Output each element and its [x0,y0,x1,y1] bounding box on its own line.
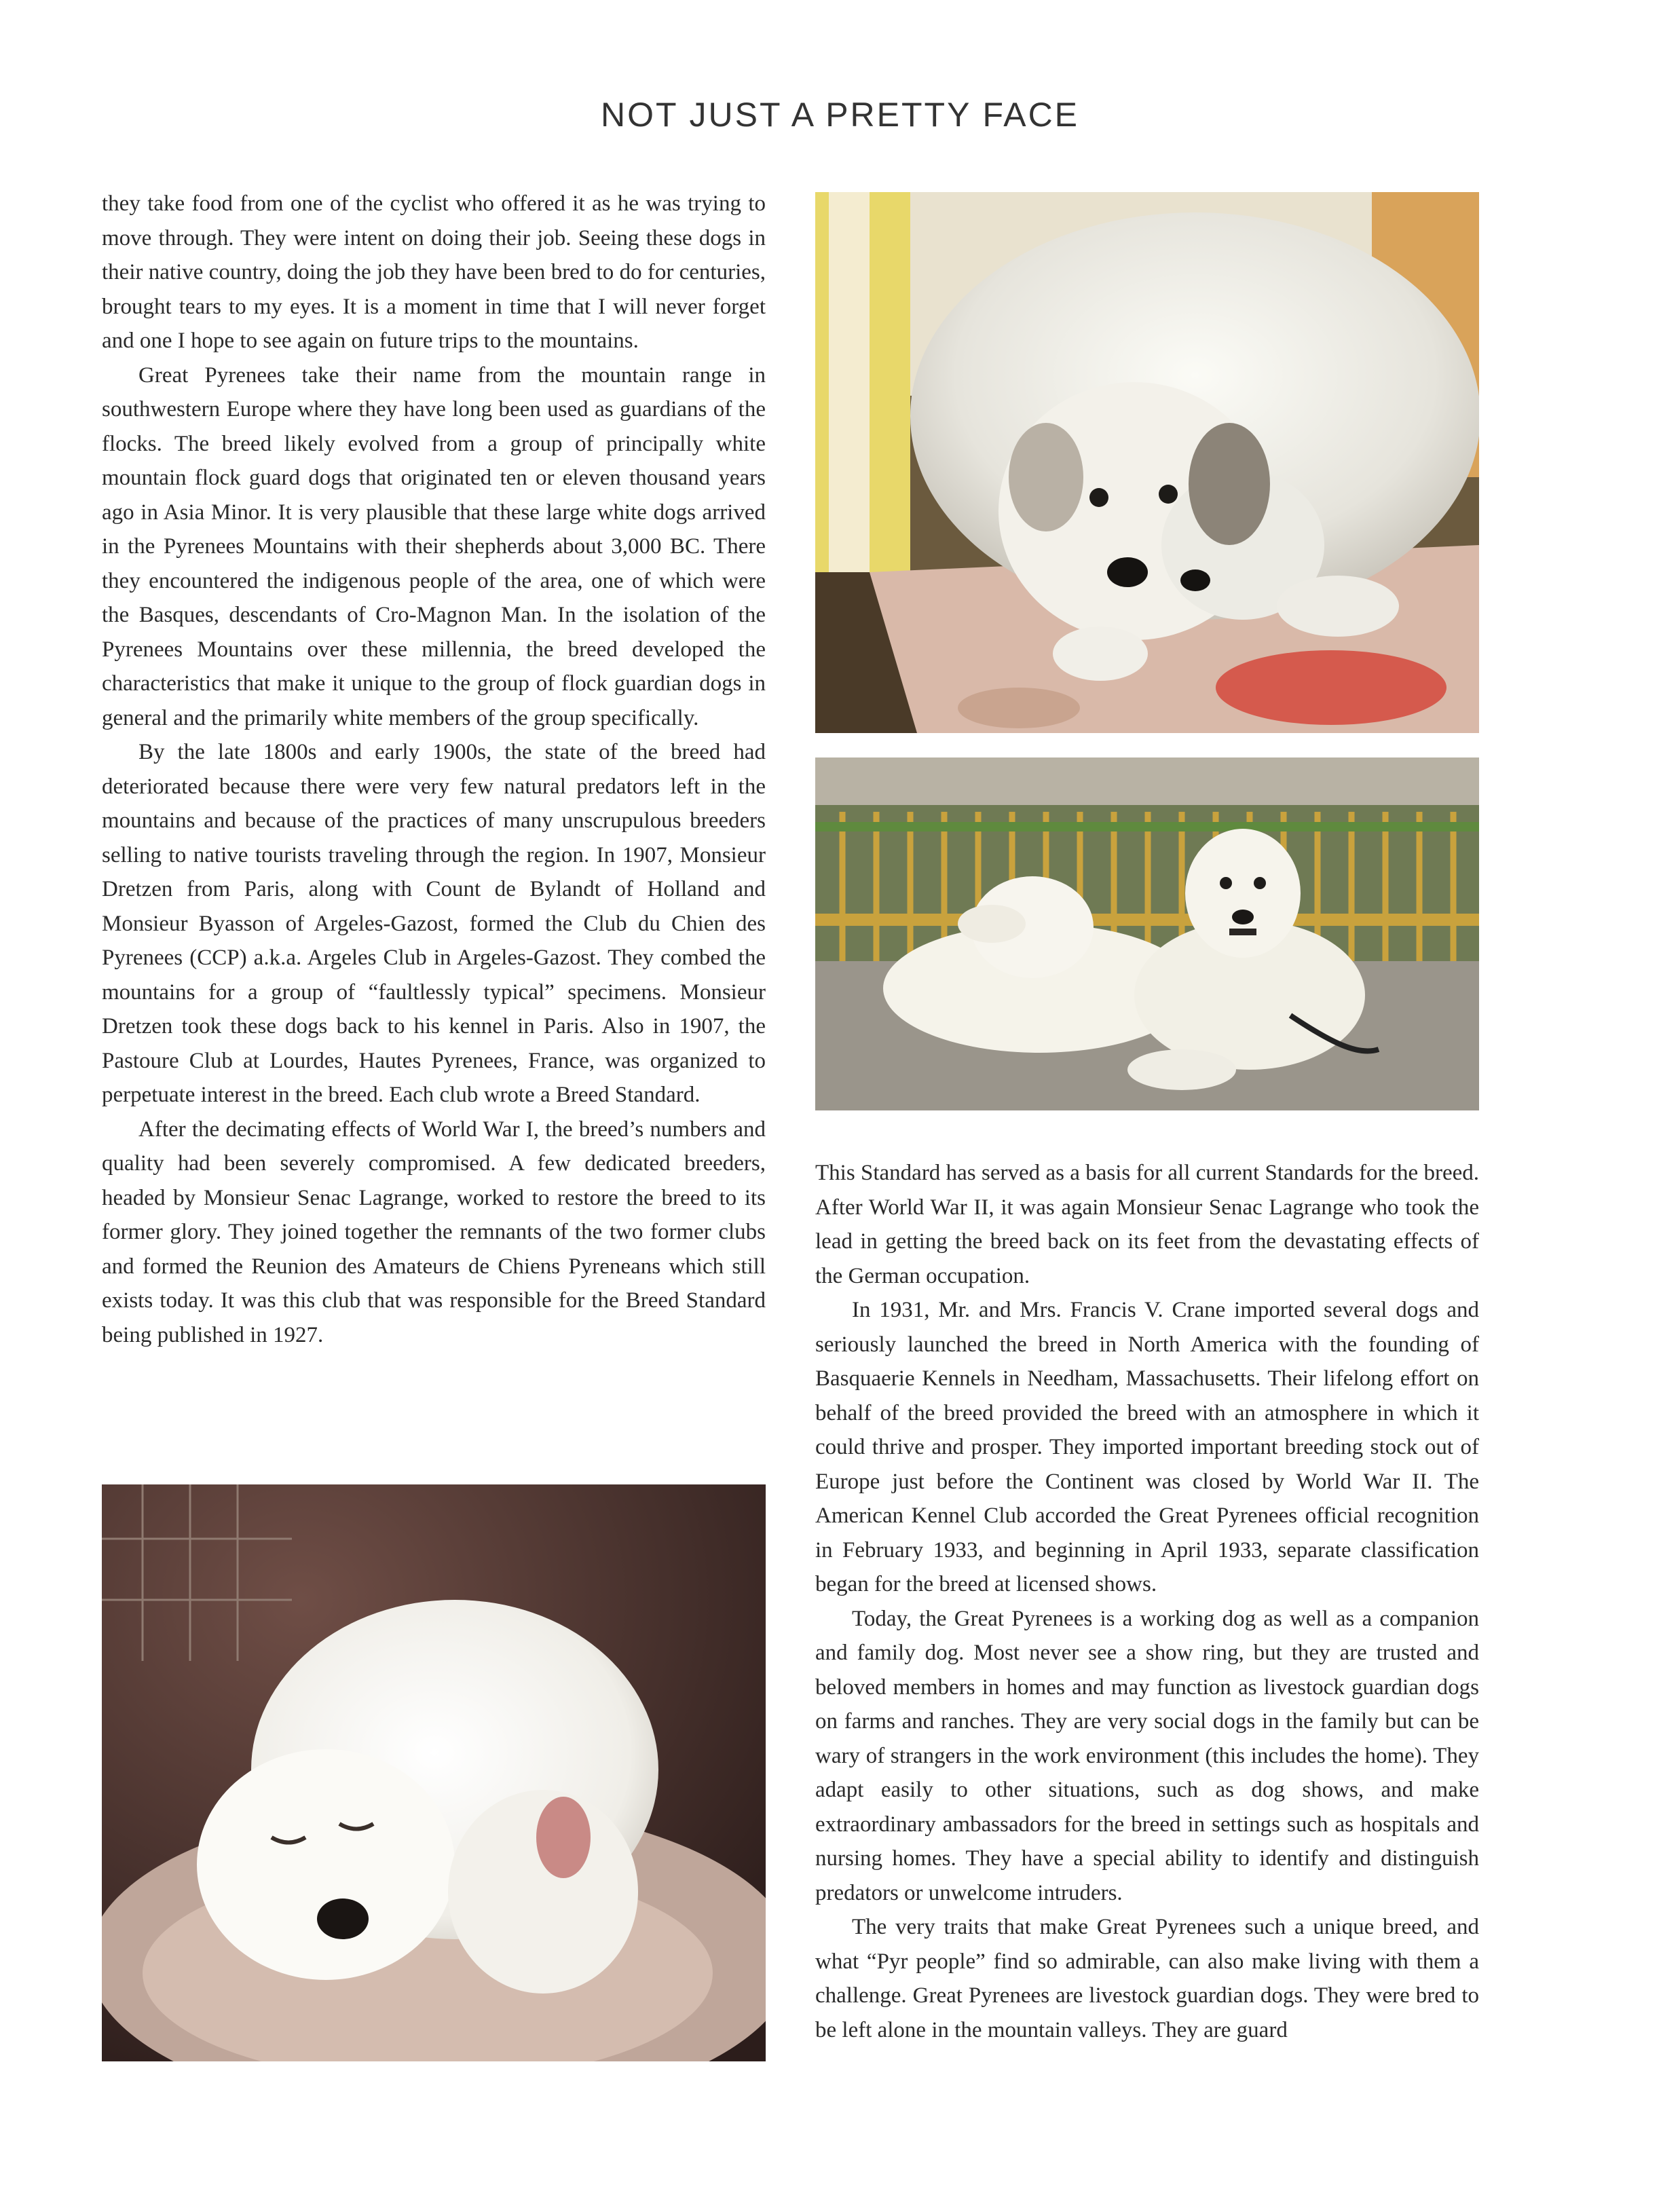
body-paragraph: Great Pyrenees take their name from the mountain range in southwestern Europe where they have long been used as guardians of the flocks. The breed likely evolved from a group of principally white mountain flock guard dogs that originated ten or eleven thousand years ago in Asia Minor. It is very plausible that these large white dogs arrived in the Pyrenees Mountains with their shepherds about 3,000 BC. There they encountered the indigenous people of the area, one of which were the Basques, descendants of Cro-Magnon Man. In the isolation of the Pyrenees Mountains over these millennia, the breed developed the characteristics that make it unique to the group of flock guardian dogs in general and the primarily white members of the group specifically. [102,362,766,730]
photo-puppies-on-rug [815,192,1479,733]
body-paragraph: By the late 1800s and early 1900s, the state of the breed had deteriorated because there were very few natural predators left in the mountains and because of the practices of many unscrupulous breeders selling to native tourists traveling through the region. In 1907, Monsieur Dretzen from Paris, along with Count de Bylandt of Holland and Monsieur Byasson of Argeles-Gazost, formed the Club du Chien des Pyrenees (CCP) a.k.a. Argeles Club in Argeles-Gazost. They combed the mountains for a group of “faultlessly typical” specimens. Monsieur Dretzen took these dogs back to his kennel in Paris. Also in 1907, the Pastoure Club at Lourdes, Hautes Pyrenees, France, was organized to perpetuate interest in the breed. Each club wrote a Breed Standard. [102,740,766,1107]
photo-sleeping-puppy [102,1484,766,2061]
right-text-column [815,1156,1479,2047]
photo-icon [815,192,1479,733]
body-paragraph: Today, the Great Pyrenees is a working dog as well as a companion and family dog. Most never see a show ring, but they are trusted and beloved members in homes and may function as livestock guardian dogs on farms and ranches. They are very social dogs in the family but can be wary of strangers in the work environment (this includes the home). They adapt easily to other situations, such as dog shows, and make extraordinary ambassadors for the breed in settings such as hospitals and nursing homes. They have a special ability to identify and distinguish predators or unwelcome intruders. [815,1606,1479,1905]
body-paragraph: In 1931, Mr. and Mrs. Francis V. Crane imported several dogs and seriously launched the breed in North America with the founding of Basquaerie Kennels in Needham, Massachusetts. Their lifelong effort on behalf of the breed provided the breed with an atmosphere in which it could thrive and prosper. They imported important breeding stock out of Europe just before the Continent was closed by World War II. The American Kennel Club accorded the Great Pyrenees official recognition in February 1933, and beginning in April 1933, separate classification began for the breed at licensed shows. [815,1298,1479,1596]
photo-icon [102,1484,766,2061]
photo-two-dogs-by-gate [815,757,1479,1110]
photo-icon [815,757,1479,1110]
body-paragraph: they take food from one of the cyclist who offered it as he was trying to move through. They were intent on doing their job. Seeing these dogs in their native country, doing the job they have been bred to do for centuries, brought tears to my eyes. It is a moment in time that I will never forget and one I hope to see again on future trips to the mountains. [102,191,766,353]
running-title: NOT JUST A PRETTY FACE [600,96,1080,134]
body-paragraph: After the decimating effects of World War I, the breed’s numbers and quality had been severely compromised. A few dedicated breeders, headed by Monsieur Senac Lagrange, worked to restore the breed to its former glory. They joined together the remnants of the two former clubs and formed the Reunion des Amateurs de Chiens Pyreneans which still exists today. It was this club that was responsible for the Breed Standard being published in 1927. [102,1117,766,1347]
body-paragraph: This Standard has served as a basis for all current Standards for the breed. After World War II, it was again Monsieur Senac Lagrange who took the lead in getting the breed back on its feet from the devastating effects of the German occupation. [815,1161,1479,1288]
left-text-column [102,187,766,1352]
body-paragraph: The very traits that make Great Pyrenees such a unique breed, and what “Pyr people” find so admirable, can also make living with them a challenge. Great Pyrenees are livestock guardian dogs. They were bred to be left alone in the mountain valleys. They are guard [815,1915,1479,2042]
